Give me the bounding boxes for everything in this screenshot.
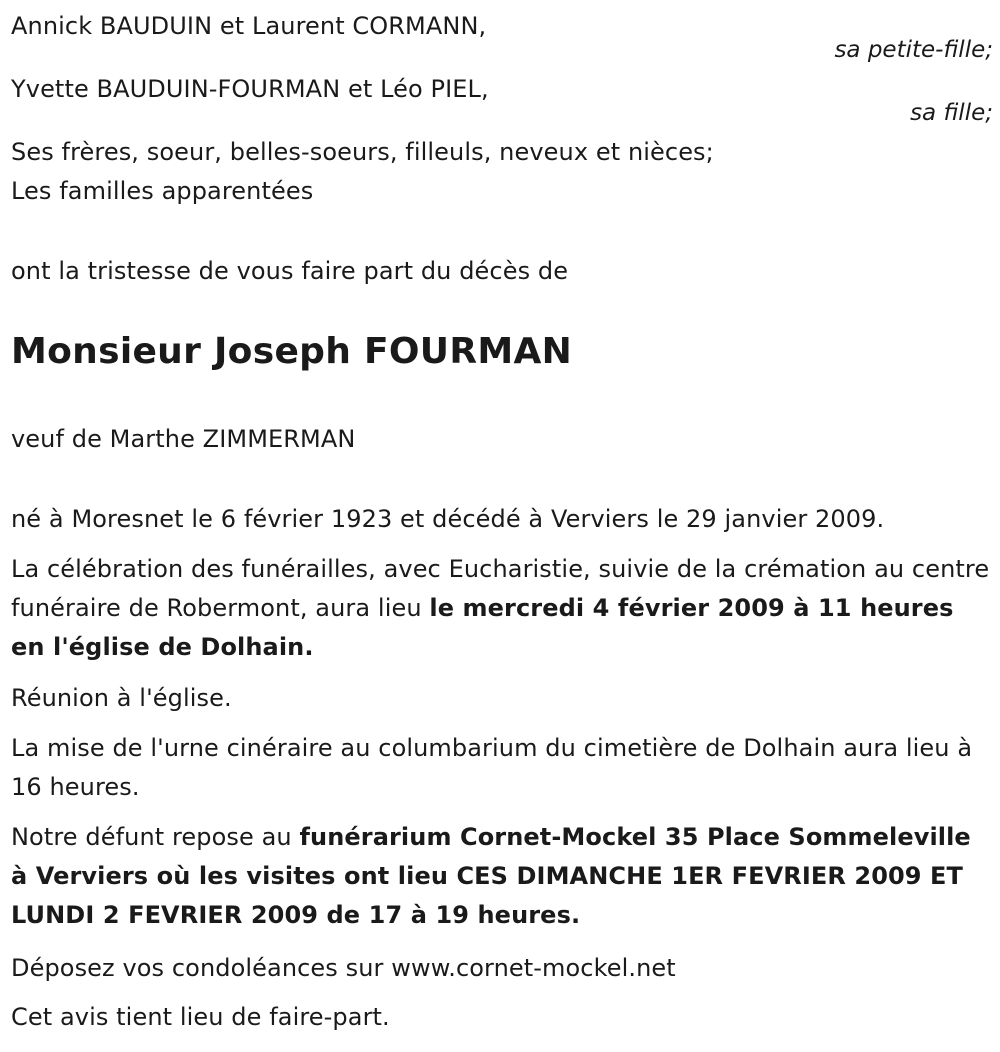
funeral-intro: La célébration des funérailles, avec Eucharistie, suivie de la crémation au centre funéraire de Robermont, aura lieu (11, 555, 990, 622)
family-line-relatives: Les familles apparentées (11, 177, 314, 205)
funeral-paragraph (11, 550, 993, 667)
family-line-granddaughter: Annick BAUDUIN et Laurent CORMANN, (11, 12, 487, 40)
deceased-name: Monsieur Joseph FOURMAN (11, 331, 573, 372)
widower-of: veuf de Marthe ZIMMERMAN (11, 425, 356, 453)
family-line-siblings: Ses frères, soeur, belles-soeurs, filleuls, neveux et nièces; (11, 138, 714, 166)
visits-paragraph (11, 818, 993, 935)
family-line-daughter: Yvette BAUDUIN-FOURMAN et Léo PIEL, (11, 75, 489, 103)
birth-death-info: né à Moresnet le 6 février 1923 et décédé à Verviers le 29 janvier 2009. (11, 505, 885, 533)
role-granddaughter: sa petite-fille; (834, 37, 993, 63)
visits-intro: Notre défunt repose au (11, 823, 300, 851)
condolences-text: Déposez vos condoléances sur www.cornet-mockel.net (11, 954, 676, 982)
meeting-text: Réunion à l'église. (11, 684, 232, 712)
urn-paragraph: La mise de l'urne cinéraire au columbarium du cimetière de Dolhain aura lieu à 16 heures. (11, 734, 973, 801)
notice-text: Cet avis tient lieu de faire-part. (11, 1003, 390, 1031)
visits-details: funérarium Cornet-Mockel 35 Place Sommeleville à Verviers où les visites ont lieu CES DIMANCHE 1ER FEVRIER 2009 ET LUNDI 2 FEVRIER 2009 de 17 à 19 heures. (11, 823, 971, 929)
funeral-date-place: le mercredi 4 février 2009 à 11 heures en l'église de Dolhain. (11, 594, 954, 661)
announcement-text: ont la tristesse de vous faire part du décès de (11, 257, 569, 285)
role-daughter: sa fille; (910, 100, 993, 126)
death-notice (11, 0, 993, 1052)
